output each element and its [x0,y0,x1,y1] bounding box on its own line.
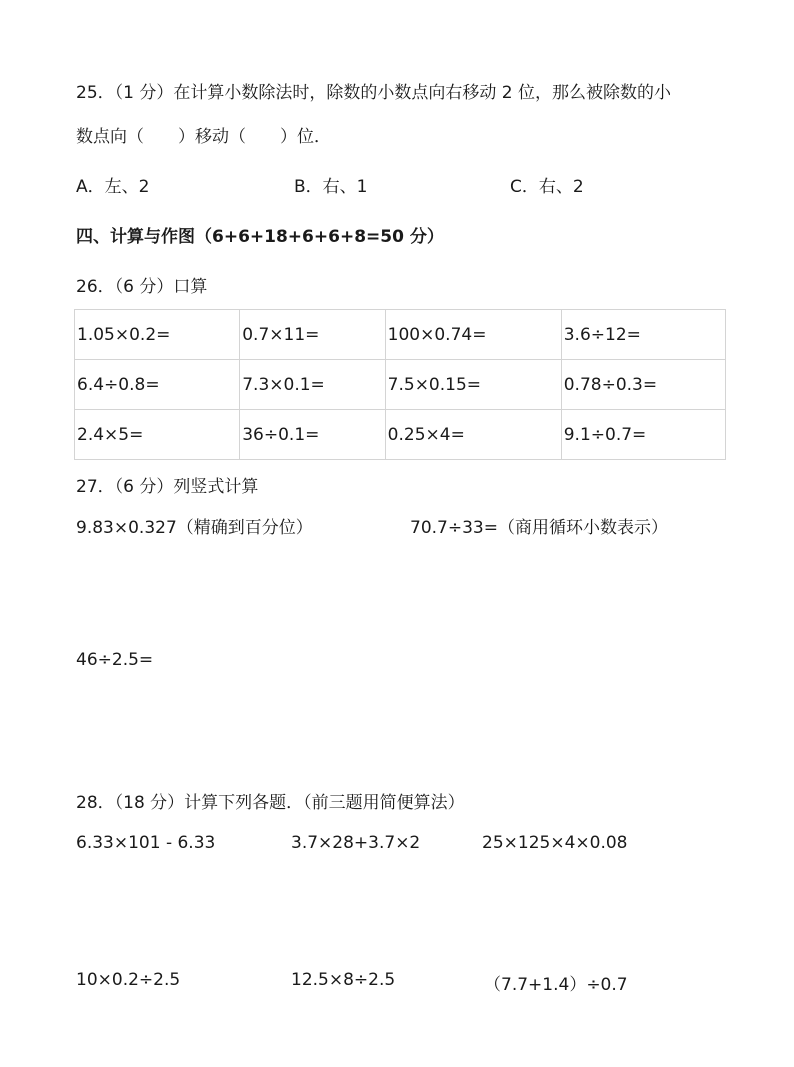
q25-option-a: A．左、2 [76,177,150,197]
q28-item-5: 12.5×8÷2.5 [291,970,396,990]
section-heading: 四、计算与作图（6+6+18+6+6+8=50 分） [76,227,444,247]
q27-item-1: 9.83×0.327（精确到百分位） [76,518,313,538]
table-cell: 7.5×0.15= [385,360,561,410]
table-cell: 6.4÷0.8= [75,360,240,410]
table-cell: 7.3×0.1= [240,360,385,410]
q25-option-b: B．右、1 [294,177,368,197]
table-row [75,310,726,360]
mental-math-table [74,309,726,460]
q25-stem-line1: 25．（1 分）在计算小数除法时，除数的小数点向右移动 2 位，那么被除数的小 [76,83,671,103]
table-cell: 0.7×11= [240,310,385,360]
table-cell: 0.78÷0.3= [561,360,725,410]
table-cell: 3.6÷12= [561,310,725,360]
q28-item-4: 10×0.2÷2.5 [76,970,181,990]
table-cell: 36÷0.1= [240,410,385,460]
table-cell: 9.1÷0.7= [561,410,725,460]
q26-title: 26．（6 分）口算 [76,277,208,297]
q28-item-3: 25×125×4×0.08 [482,833,628,853]
q28-item-6: （7.7+1.4）÷0.7 [484,975,628,995]
q27-title: 27．（6 分）列竖式计算 [76,477,259,497]
table-row [75,360,726,410]
table-cell: 0.25×4= [385,410,561,460]
q25-stem-line2: 数点向（ ）移动（ ）位． [76,127,331,147]
table-cell: 1.05×0.2= [75,310,240,360]
table-cell: 2.4×5= [75,410,240,460]
q28-item-1: 6.33×101 - 6.33 [76,833,216,853]
q27-item-2: 70.7÷33=（商用循环小数表示） [410,518,668,538]
table-cell: 100×0.74= [385,310,561,360]
q25-option-c: C．右、2 [510,177,584,197]
table-row [75,410,726,460]
q28-title: 28．（18 分）计算下列各题．（前三题用简便算法） [76,793,465,813]
q28-item-2: 3.7×28+3.7×2 [291,833,421,853]
q27-item-3: 46÷2.5= [76,650,154,670]
